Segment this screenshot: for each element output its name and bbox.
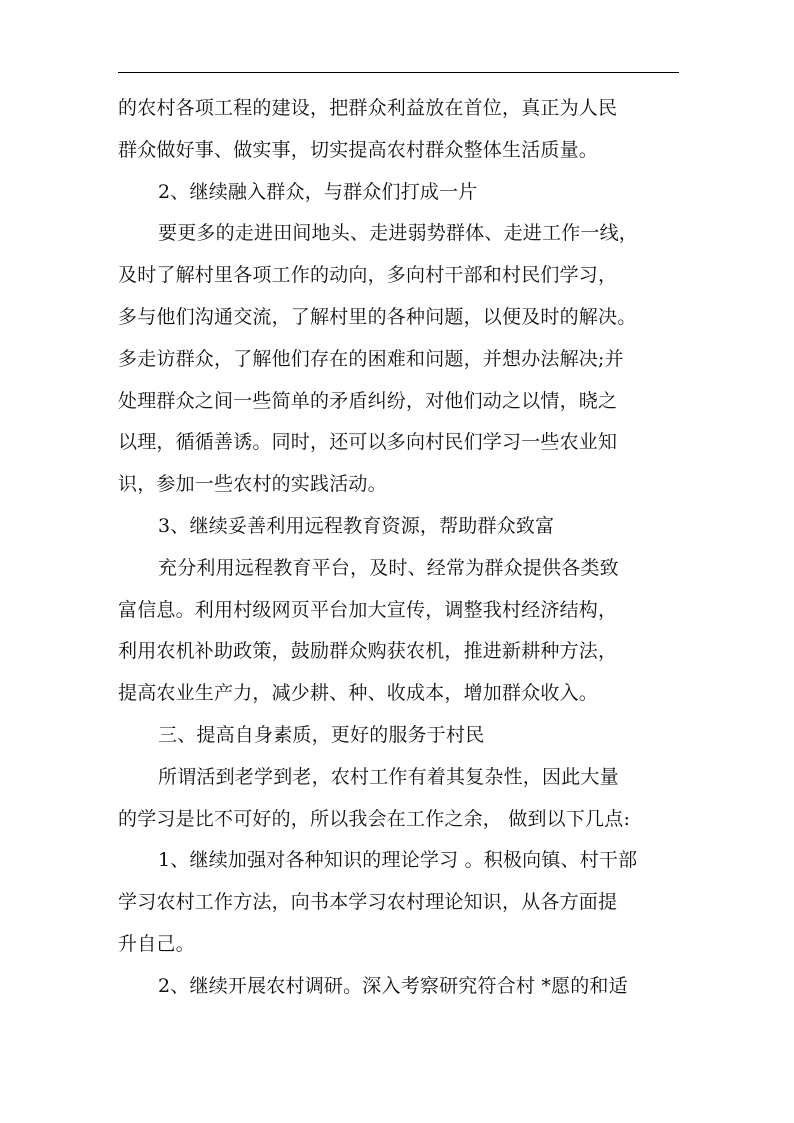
text-line: 群众做好事、做实事，切实提高农村群众整体生活质量。: [118, 138, 599, 161]
text-line: 识，参加一些农村的实践活动。: [118, 473, 387, 496]
text-line: 处理群众之间一些简单的矛盾纠纷，对他们动之以情，晓之: [118, 389, 618, 412]
text-line: 学习农村工作方法，向书本学习农村理论知识，从各方面提: [118, 891, 618, 914]
text-line: 2、继续开展农村调研。深入考察研究符合村 *愿的和适: [158, 974, 628, 997]
text-line: 升自己。: [118, 932, 195, 955]
text-line: 的农村各项工程的建设，把群众利益放在首位，真正为人民: [118, 97, 618, 119]
text-line: 1、继续加强对各种知识的理论学习 。积极向镇、村干部: [158, 849, 638, 872]
text-line: 及时了解村里各项工作的动向，多向村干部和村民们学习，: [118, 264, 618, 287]
text-line: 的学习是比不可好的，所以我会在工作之余， 做到以下几点:: [118, 807, 631, 830]
text-line: 富信息。利用村级网页平台加大宣传，调整我村经济结构，: [118, 598, 618, 621]
text-line: 利用农机补助政策，鼓励群众购获农机，推进新耕种方法，: [118, 640, 618, 663]
text-line: 充分利用远程教育平台，及时、经常为群众提供各类致: [158, 556, 619, 579]
text-line: 多走访群众，了解他们存在的困难和问题，并想办法解决;并: [118, 347, 624, 370]
header-rule: [118, 72, 679, 73]
text-line: 提高农业生产力，减少耕、种、收成本，增加群众收入。: [118, 682, 599, 705]
text-line: 要更多的走进田间地头、走进弱势群体、走进工作一线，: [158, 222, 639, 245]
text-line: 3、继续妥善利用远程教育资源，帮助群众致富: [158, 514, 555, 537]
text-line: 多与他们沟通交流，了解村里的各种问题，以便及时的解决。: [118, 305, 637, 328]
text-line: 以理，循循善诱。同时，还可以多向村民们学习一些农业知: [118, 431, 618, 454]
text-line: 三、提高自身素质，更好的服务于村民: [158, 723, 485, 746]
document-body: [118, 88, 698, 1008]
text-line: 所谓活到老学到老，农村工作有着其复杂性，因此大量: [158, 765, 619, 788]
text-line: 2、继续融入群众，与群众们打成一片: [158, 180, 478, 203]
